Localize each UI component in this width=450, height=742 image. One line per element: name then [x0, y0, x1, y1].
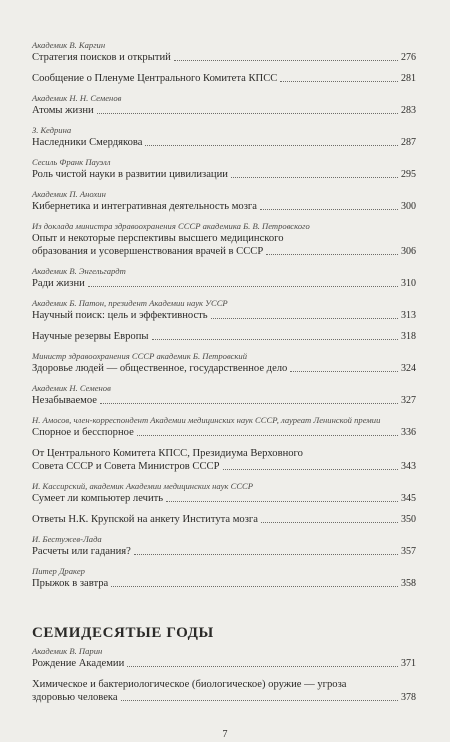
section-heading: СЕМИДЕСЯТЫЕ ГОДЫ: [32, 625, 214, 641]
dot-leader: [121, 700, 398, 701]
entry-page-number: 336: [401, 427, 416, 438]
entry-page-number: 300: [401, 201, 416, 212]
entry-author: Академик В. Парин: [32, 646, 103, 656]
entry-page-number: 318: [401, 331, 416, 342]
entry-author: Академик П. Анохин: [32, 189, 106, 199]
dot-leader: [134, 554, 398, 555]
entry-title: Незабываемое: [32, 395, 97, 406]
entry-author: Из доклада министра здравоохранения СССР академика Б. В. Петровского: [32, 221, 310, 231]
entry-page-number: 358: [401, 578, 416, 589]
entry-title: Здоровье людей — общественное, государственное дело: [32, 363, 288, 374]
entry-author: З. Кедрина: [32, 125, 72, 135]
dot-leader: [100, 403, 398, 404]
entry-author: Академик Н. Н. Семенов: [32, 93, 122, 103]
toc-entry: [32, 646, 416, 670]
entry-title: Сумеет ли компьютер лечить: [32, 493, 164, 504]
entry-title: Атомы жизни: [32, 105, 94, 116]
dot-leader: [266, 254, 398, 255]
entry-title: образования и усовершенствования врачей в СССР: [32, 246, 264, 257]
entry-title: Роль чистой науки в развитии цивилизации: [32, 169, 228, 180]
dot-leader: [152, 339, 398, 340]
entry-title: Сообщение о Пленуме Центрального Комитета КПСС: [32, 73, 278, 84]
entry-title: Совета СССР и Совета Министров СССР: [32, 461, 220, 472]
entry-title: Химическое и бактериологическое (биологическое) оружие — угроза: [32, 679, 347, 690]
toc-entry: [32, 447, 416, 473]
entry-page-number: 287: [401, 137, 416, 148]
dot-leader: [111, 586, 398, 587]
toc-entry: [32, 298, 416, 322]
entry-author: Академик В. Каргин: [32, 40, 106, 50]
entry-author: И. Бестужев-Лада: [32, 534, 102, 544]
toc-entry: [32, 125, 416, 149]
dot-leader: [290, 371, 398, 372]
toc-entry: [32, 415, 416, 439]
dot-leader: [211, 318, 398, 319]
entry-title: Научные резервы Европы: [32, 331, 149, 342]
entry-page-number: 313: [401, 310, 416, 321]
toc-entry: [32, 481, 416, 505]
dot-leader: [88, 286, 398, 287]
entry-author: И. Кассирский, академик Академии медицинских наук СССР: [32, 481, 254, 491]
entry-page-number: 345: [401, 493, 416, 504]
entry-title: От Центрального Комитета КПСС, Президиума Верховного: [32, 448, 303, 459]
dot-leader: [145, 145, 398, 146]
dot-leader: [174, 60, 398, 61]
entry-author: Сесиль Франк Пауэлл: [32, 157, 111, 167]
entry-author: Академик В. Энгельгардт: [32, 266, 126, 276]
dot-leader: [223, 469, 398, 470]
dot-leader: [137, 435, 398, 436]
dot-leader: [280, 81, 398, 82]
entry-page-number: 281: [401, 73, 416, 84]
entry-page-number: 295: [401, 169, 416, 180]
dot-leader: [127, 666, 398, 667]
toc-entry: [32, 351, 416, 375]
toc-entry: [32, 40, 416, 64]
entry-title: Рождение Академии: [32, 658, 125, 669]
entry-author: Министр здравоохранения СССР академик Б. Петровский: [32, 351, 248, 361]
entry-title: здоровью человека: [32, 692, 118, 703]
entry-page-number: 276: [401, 52, 416, 63]
section-table-of-contents: [32, 646, 416, 712]
entry-page-number: 371: [401, 658, 416, 669]
toc-entry: [32, 330, 416, 343]
entry-page-number: 306: [401, 246, 416, 257]
entry-title: Расчеты или гадания?: [32, 546, 131, 557]
entry-page-number: 350: [401, 514, 416, 525]
toc-entry: [32, 566, 416, 590]
entry-author: Н. Амосов, член-корреспондент Академии медицинских наук СССР, лауреат Ленинской премии: [32, 415, 381, 425]
toc-entry: [32, 221, 416, 258]
dot-leader: [260, 209, 398, 210]
toc-entry: [32, 72, 416, 85]
entry-page-number: 327: [401, 395, 416, 406]
dot-leader: [166, 501, 398, 502]
entry-page-number: 324: [401, 363, 416, 374]
toc-entry: [32, 534, 416, 558]
dot-leader: [97, 113, 398, 114]
page-number: 7: [222, 729, 228, 740]
entry-page-number: 357: [401, 546, 416, 557]
entry-page-number: 310: [401, 278, 416, 289]
entry-title: Прыжок в завтра: [32, 578, 109, 589]
entry-author: Академик Н. Семенов: [32, 383, 111, 393]
entry-title: Кибернетика и интегративная деятельность мозга: [32, 201, 257, 212]
toc-entry: [32, 93, 416, 117]
entry-author: Академик Б. Патон, президент Академии наук УССР: [32, 298, 228, 308]
entry-title: Опыт и некоторые перспективы высшего медицинского: [32, 233, 284, 244]
entry-title: Наследники Смердякова: [32, 137, 143, 148]
entry-title: Стратегия поисков и открытий: [32, 52, 171, 63]
toc-entry: [32, 513, 416, 526]
table-of-contents: [32, 40, 416, 598]
entry-page-number: 343: [401, 461, 416, 472]
entry-title: Научный поиск: цель и эффективность: [32, 310, 208, 321]
entry-page-number: 378: [401, 692, 416, 703]
dot-leader: [261, 522, 398, 523]
entry-title: Ответы Н.К. Крупской на анкету Института мозга: [32, 514, 258, 525]
toc-entry: [32, 678, 416, 704]
toc-entry: [32, 383, 416, 407]
dot-leader: [231, 177, 398, 178]
toc-entry: [32, 266, 416, 290]
entry-page-number: 283: [401, 105, 416, 116]
entry-title: Ради жизни: [32, 278, 85, 289]
entry-author: Питер Дракер: [32, 566, 85, 576]
entry-title: Спорное и бесспорное: [32, 427, 134, 438]
toc-entry: [32, 157, 416, 181]
toc-entry: [32, 189, 416, 213]
